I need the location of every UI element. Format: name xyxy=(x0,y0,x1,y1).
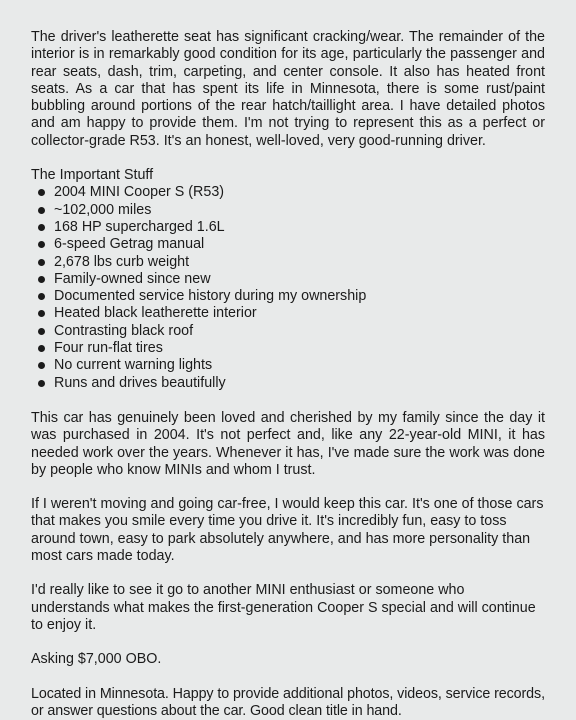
bullet-icon xyxy=(38,259,45,266)
list-item xyxy=(31,236,545,253)
list-item xyxy=(31,375,545,392)
list-item xyxy=(31,357,545,374)
list-item-text: Contrasting black roof xyxy=(54,322,194,339)
bullet-icon xyxy=(38,224,45,231)
list-item xyxy=(31,202,545,219)
list-item xyxy=(31,271,545,288)
bullet-icon xyxy=(38,362,45,369)
list-item-text: Four run-flat tires xyxy=(54,340,163,357)
list-item-text: ~102,000 miles xyxy=(54,201,152,218)
list-item-text: Family-owned since new xyxy=(54,270,211,287)
features-title: The Important Stuff xyxy=(31,167,154,184)
bullet-icon xyxy=(38,328,45,335)
bullet-icon xyxy=(38,241,45,248)
bullet-icon xyxy=(38,293,45,300)
list-item-text: 6-speed Getrag manual xyxy=(54,236,205,253)
list-item-text: Heated black leatherette interior xyxy=(54,305,257,322)
list-item-text: Runs and drives beautifully xyxy=(54,374,226,391)
list-item xyxy=(31,323,545,340)
list-item xyxy=(31,254,545,271)
moving-paragraph: If I weren't moving and going car-free, I would keep this car. It's one of those cars that makes you smile every time you drive it. It's incredibly fun, easy to toss around town, easy to park absolutely anywhere, and has more personality than most cars made today. xyxy=(31,496,544,565)
list-item-text: Documented service history during my ownership xyxy=(54,288,367,305)
list-item xyxy=(31,184,545,201)
list-item xyxy=(31,288,545,305)
list-item-text: 2,678 lbs curb weight xyxy=(54,253,190,270)
loved-paragraph: This car has genuinely been loved and cherished by my family since the day it was purchased in 2004. It's not perfect and, like any 22-year-old MINI, it has needed work over the years. Whenever it has, I've made sure the work was done by people who know MINIs and whom I trust. xyxy=(31,409,545,478)
intro-paragraph: The driver's leatherette seat has significant cracking/wear. The remainder of the interior is in remarkably good condition for its age, particularly the passenger and rear seats, dash, trim, carpeting, and center console. It also has heated front seats. As a car that has spent its life in Minnesota, there is some rust/paint bubbling around portions of the rear hatch/taillight area. I have detailed photos and am happy to provide them. I'm not trying to represent this as a perfect or collector-grade R53. It's an honest, well-loved, very good-running driver. xyxy=(31,29,545,149)
list-item xyxy=(31,340,545,357)
bullet-icon xyxy=(38,310,45,317)
bullet-icon xyxy=(38,276,45,283)
location-paragraph: Located in Minnesota. Happy to provide additional photos, videos, service records, or answer questions about the car. Good clean title in hand. xyxy=(31,685,545,719)
bullet-icon xyxy=(38,380,45,387)
enthusiast-paragraph: I'd really like to see it go to another MINI enthusiast or someone who understands what makes the first-generation Cooper S special and will continue to enjoy it. xyxy=(31,582,536,633)
price-line: Asking $7,000 OBO. xyxy=(31,651,162,668)
bullet-icon xyxy=(38,207,45,214)
features-list xyxy=(31,184,545,392)
list-item-text: 168 HP supercharged 1.6L xyxy=(54,218,225,235)
list-item-text: 2004 MINI Cooper S (R53) xyxy=(54,184,225,201)
bullet-icon xyxy=(38,345,45,352)
list-item xyxy=(31,219,545,236)
list-item xyxy=(31,305,545,322)
bullet-icon xyxy=(38,189,45,196)
list-item-text: No current warning lights xyxy=(54,357,213,374)
